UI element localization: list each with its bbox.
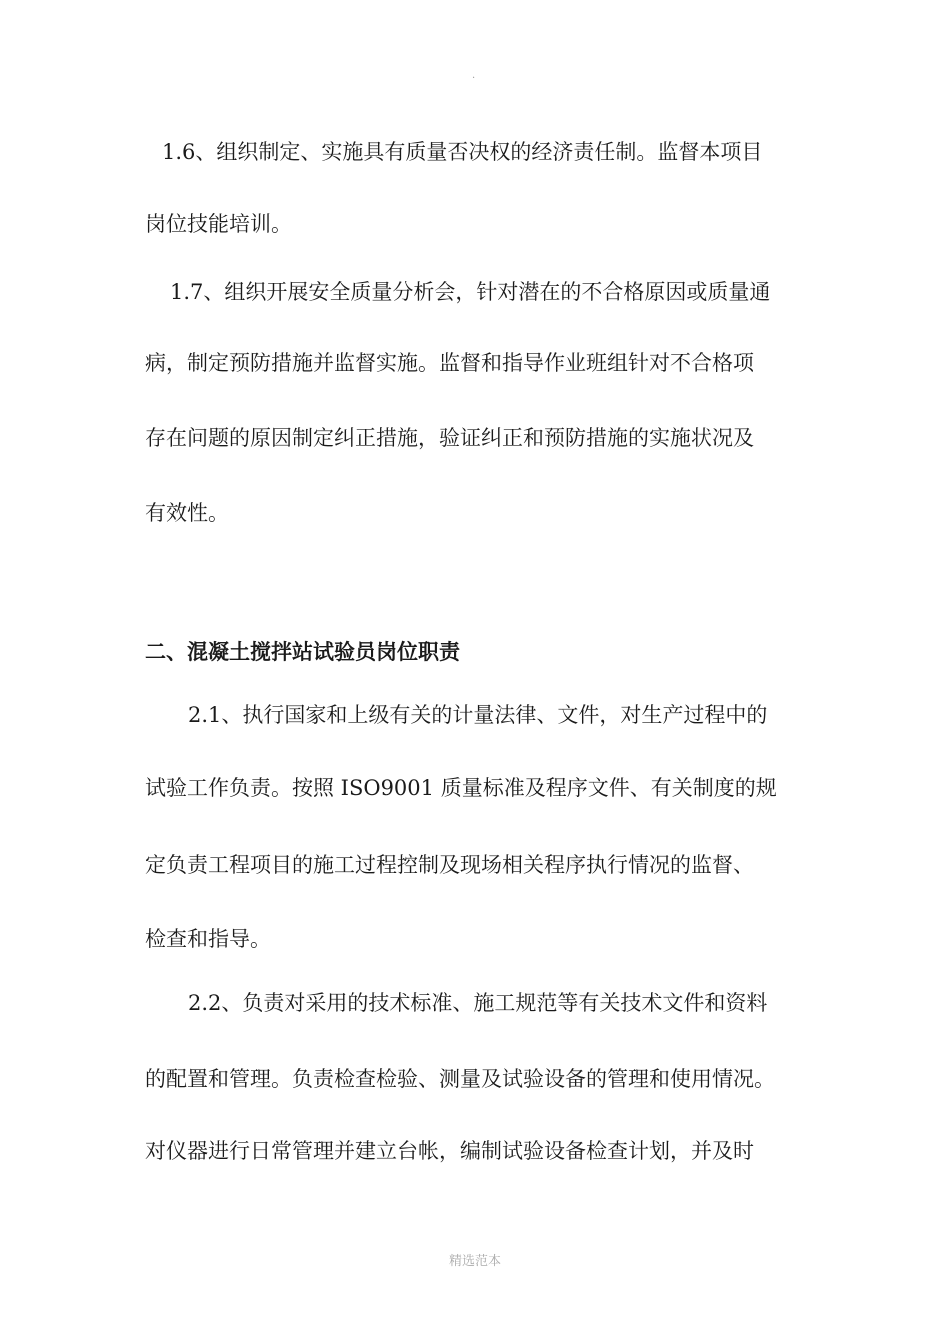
paragraph-2-1-line-4: 检查和指导。 bbox=[145, 927, 271, 951]
paragraph-2-1-line-3: 定负责工程项目的施工过程控制及现场相关程序执行情况的监督、 bbox=[145, 853, 754, 877]
paragraph-1-7-line-2: 病，制定预防措施并监督实施。监督和指导作业班组针对不合格项 bbox=[145, 351, 754, 375]
page-footer: 精选范本 bbox=[448, 1254, 501, 1269]
paragraph-1-6-line-1: 1.6、组织制定、实施具有质量否决权的经济责任制。监督本项目 bbox=[162, 140, 763, 164]
paragraph-2-2-line-1: 2.2、负责对采用的技术标准、施工规范等有关技术文件和资料 bbox=[188, 991, 768, 1015]
paragraph-1-7-line-1: 1.7、组织开展安全质量分析会，针对潜在的不合格原因或质量通 bbox=[170, 280, 771, 304]
paragraph-2-2-line-3: 对仪器进行日常管理并建立台帐，编制试验设备检查计划，并及时 bbox=[145, 1139, 754, 1163]
paragraph-1-6-line-2: 岗位技能培训。 bbox=[145, 212, 292, 236]
paragraph-1-7-line-4: 有效性。 bbox=[145, 501, 229, 525]
paragraph-2-1-line-2: 试验工作负责。按照 ISO9001 质量标准及程序文件、有关制度的规 bbox=[145, 776, 777, 800]
header-mark: . bbox=[472, 70, 476, 81]
paragraph-1-7-line-3: 存在问题的原因制定纠正措施，验证纠正和预防措施的实施状况及 bbox=[145, 426, 754, 450]
paragraph-2-2-line-2: 的配置和管理。负责检查检验、测量及试验设备的管理和使用情况。 bbox=[145, 1067, 775, 1091]
paragraph-2-1-line-1: 2.1、执行国家和上级有关的计量法律、文件，对生产过程中的 bbox=[188, 703, 768, 727]
section-2-heading: 二、混凝土搅拌站试验员岗位职责 bbox=[145, 640, 460, 664]
